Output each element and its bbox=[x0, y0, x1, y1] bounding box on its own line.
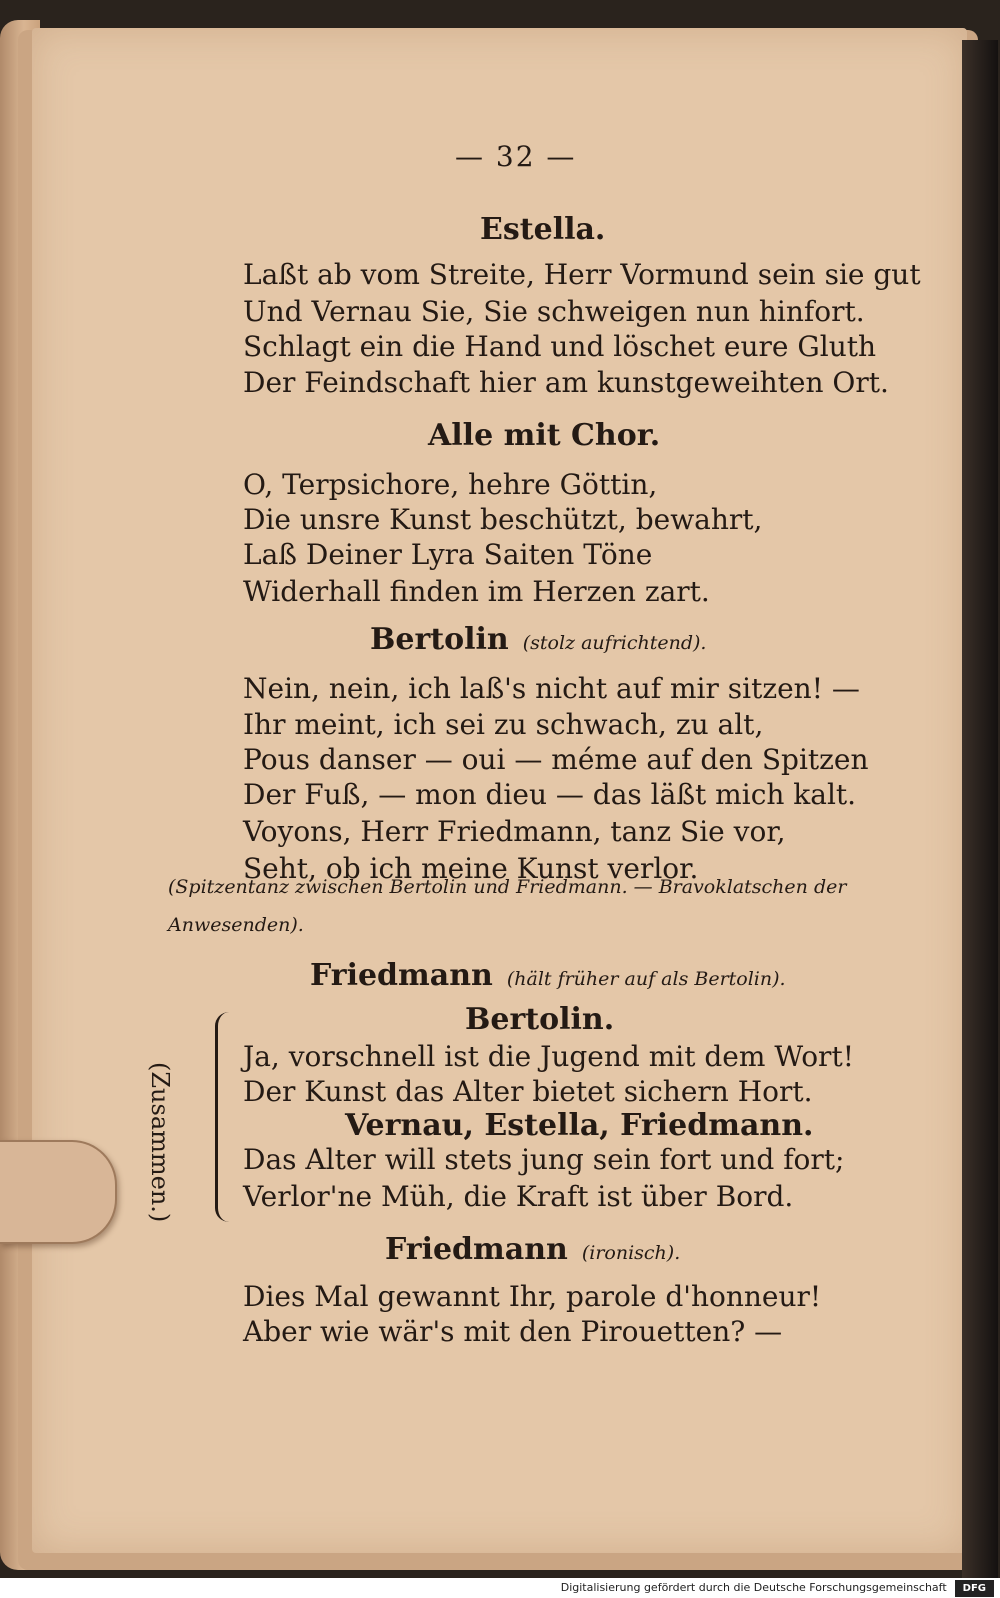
speaker-heading bbox=[480, 212, 605, 247]
text: Friedmann bbox=[310, 958, 493, 993]
text: Das Alter will stets jung sein fort und fort; bbox=[243, 1143, 845, 1176]
side-note-zusammen: (Zusammen.) bbox=[146, 1062, 174, 1223]
text: Voyons, Herr Friedmann, tanz Sie vor, bbox=[243, 815, 786, 848]
brace-bracket bbox=[215, 1012, 232, 1222]
speaker-heading bbox=[310, 958, 786, 993]
text: Schlagt ein die Hand und löschet eure Gluth bbox=[243, 330, 877, 363]
text: Aber wie wär's mit den Pirouetten? — bbox=[243, 1315, 783, 1348]
stage-direction bbox=[168, 876, 846, 898]
text: Nein, nein, ich laß's nicht auf mir sitzen! — bbox=[243, 672, 860, 705]
stage-direction: (ironisch). bbox=[581, 1242, 681, 1264]
verse-line bbox=[243, 575, 710, 608]
text: O, Terpsichore, hehre Göttin, bbox=[243, 468, 658, 501]
text: Ja, vorschnell ist die Jugend mit dem Wort! bbox=[243, 1040, 854, 1073]
page-number: — 32 — bbox=[455, 140, 577, 173]
verse-line bbox=[243, 778, 856, 811]
footer-text: Digitalisierung gefördert durch die Deutsche Forschungsgemeinschaft bbox=[560, 1581, 947, 1594]
verse-line bbox=[243, 743, 869, 776]
text: Der Kunst das Alter bietet sichern Hort. bbox=[243, 1075, 813, 1108]
verse-line bbox=[243, 1143, 844, 1176]
text: Der Feindschaft hier am kunstgeweihten Ort. bbox=[243, 366, 889, 399]
text: Friedmann bbox=[385, 1232, 568, 1267]
verse-line bbox=[243, 1180, 793, 1213]
verse-line bbox=[243, 1315, 782, 1348]
bookmark-tab bbox=[0, 1140, 117, 1244]
verse-line bbox=[243, 815, 786, 848]
speaker-heading bbox=[428, 418, 660, 453]
text: Ihr meint, ich sei zu schwach, zu alt, bbox=[243, 708, 764, 741]
verse-line bbox=[243, 1280, 821, 1313]
book-right-edge bbox=[962, 40, 998, 1580]
verse-line bbox=[243, 330, 876, 363]
text: Bertolin bbox=[370, 622, 509, 657]
stage-direction: (hält früher auf als Bertolin). bbox=[506, 968, 786, 990]
verse-line bbox=[243, 258, 921, 291]
verse-line bbox=[243, 708, 763, 741]
verse-line bbox=[243, 1075, 813, 1108]
text: Der Fuß, — mon dieu — das läßt mich kalt. bbox=[243, 778, 857, 811]
stage-direction bbox=[168, 914, 304, 936]
verse-line bbox=[243, 1040, 854, 1073]
verse-line bbox=[243, 295, 865, 328]
text: Laß Deiner Lyra Saiten Töne bbox=[243, 538, 653, 571]
text: Widerhall finden im Herzen zart. bbox=[243, 575, 710, 608]
text: Pous danser — oui — méme auf den Spitzen bbox=[243, 743, 869, 776]
verse-line bbox=[243, 468, 657, 501]
speaker-heading bbox=[385, 1232, 680, 1267]
text: (Spitzentanz zwischen Bertolin und Friedmann. — Bravoklatschen der bbox=[168, 876, 847, 898]
text: Anwesenden). bbox=[168, 914, 304, 936]
text: Und Vernau Sie, Sie schweigen nun hinfort. bbox=[243, 295, 865, 328]
text: Bertolin. bbox=[465, 1002, 615, 1037]
dfg-logo: DFG bbox=[955, 1580, 994, 1597]
verse-line bbox=[243, 538, 652, 571]
verse-line bbox=[243, 672, 860, 705]
footer-bar bbox=[0, 1578, 1000, 1598]
text: Laßt ab vom Streite, Herr Vormund sein sie gut bbox=[243, 258, 921, 291]
text: Verlor'ne Müh, die Kraft ist über Bord. bbox=[243, 1180, 794, 1213]
text: Vernau, Estella, Friedmann. bbox=[345, 1108, 814, 1143]
speaker-heading bbox=[345, 1108, 813, 1143]
text: Estella. bbox=[480, 212, 606, 247]
speaker-heading bbox=[465, 1002, 614, 1037]
verse-line bbox=[243, 366, 889, 399]
text: Die unsre Kunst beschützt, bewahrt, bbox=[243, 503, 763, 536]
text: Seht, ob ich meine Kunst verlor. bbox=[243, 852, 699, 885]
text: Dies Mal gewannt Ihr, parole d'honneur! bbox=[243, 1280, 822, 1313]
speaker-heading bbox=[370, 622, 706, 657]
stage-direction: (stolz aufrichtend). bbox=[522, 632, 707, 654]
text: Alle mit Chor. bbox=[428, 418, 661, 453]
verse-line bbox=[243, 503, 762, 536]
